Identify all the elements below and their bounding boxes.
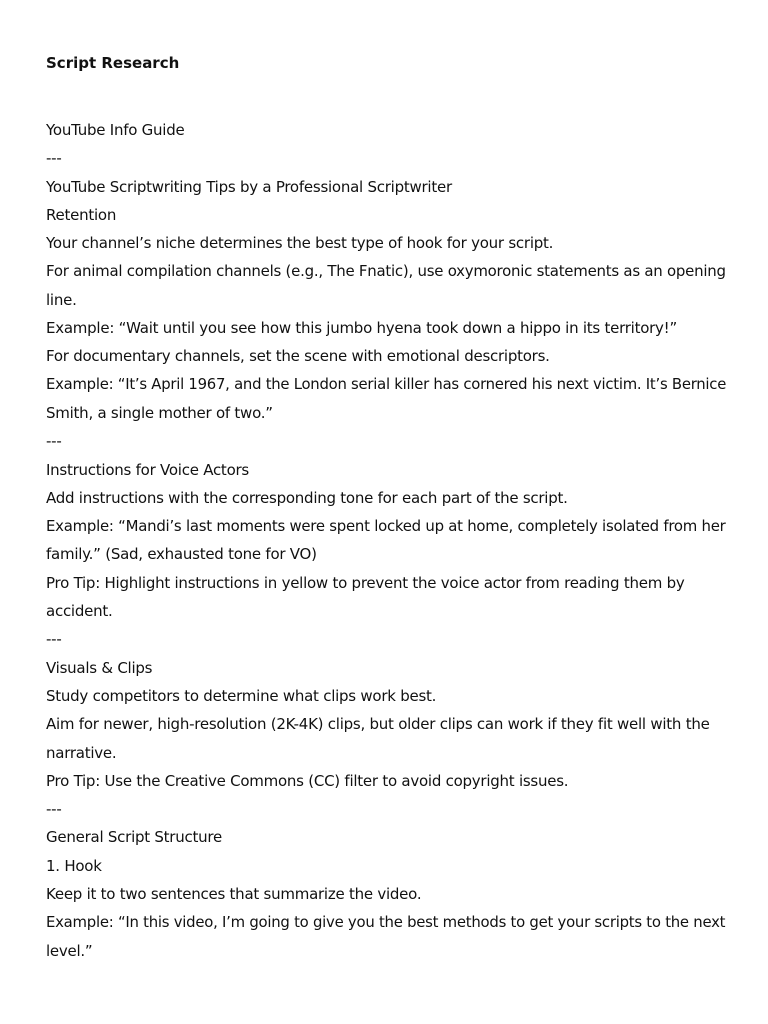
text-line: accident. (46, 602, 113, 621)
text-line: YouTube Info Guide (46, 121, 185, 139)
text-line: Pro Tip: Highlight instructions in yellow to prevent the voice actor from reading them by (46, 573, 685, 592)
document-body (46, 116, 726, 965)
document-title: Script Research (46, 54, 180, 72)
text-line: Add instructions with the corresponding tone for each part of the script. (46, 488, 568, 507)
text-line: Example: “Mandi’s last moments were spent locked up at home, completely isolated from her (46, 517, 726, 536)
text-line: Smith, a single mother of two.” (46, 403, 273, 422)
section-heading: Instructions for Voice Actors (46, 460, 249, 479)
text-line: Example: “In this video, I’m going to give you the best methods to get your scripts to the next (46, 913, 726, 932)
text-line: Pro Tip: Use the Creative Commons (CC) filter to avoid copyright issues. (46, 771, 569, 790)
text-line: Study competitors to determine what clips work best. (46, 686, 437, 705)
separator-line: --- (46, 800, 62, 819)
text-line: Aim for newer, high-resolution (2K-4K) clips, but older clips can work if they fit well with the (46, 715, 710, 734)
text-line: line. (46, 290, 77, 309)
text-line: Your channel’s niche determines the best type of hook for your script. (46, 234, 554, 253)
text-line: Keep it to two sentences that summarize the video. (46, 885, 422, 904)
text-line: Example: “Wait until you see how this jumbo hyena took down a hippo in its territory!” (46, 319, 677, 338)
text-line: level.” (46, 941, 93, 960)
separator-line: --- (46, 630, 62, 649)
text-line: narrative. (46, 743, 117, 762)
text-line: 1. Hook (46, 856, 102, 875)
separator-line: --- (46, 432, 62, 451)
separator-line: --- (46, 149, 62, 168)
text-line: For documentary channels, set the scene with emotional descriptors. (46, 347, 550, 366)
text-line: YouTube Scriptwriting Tips by a Professional Scriptwriter (46, 177, 452, 196)
text-line: Example: “It’s April 1967, and the London serial killer has cornered his next victim. It’s Bernice (46, 375, 727, 393)
text-line: For animal compilation channels (e.g., The Fnatic), use oxymoronic statements as an opening (46, 262, 726, 281)
section-heading: Retention (46, 205, 117, 224)
section-heading: General Script Structure (46, 828, 222, 847)
section-heading: Visuals & Clips (46, 658, 153, 677)
text-line: family.” (Sad, exhausted tone for VO) (46, 545, 317, 564)
